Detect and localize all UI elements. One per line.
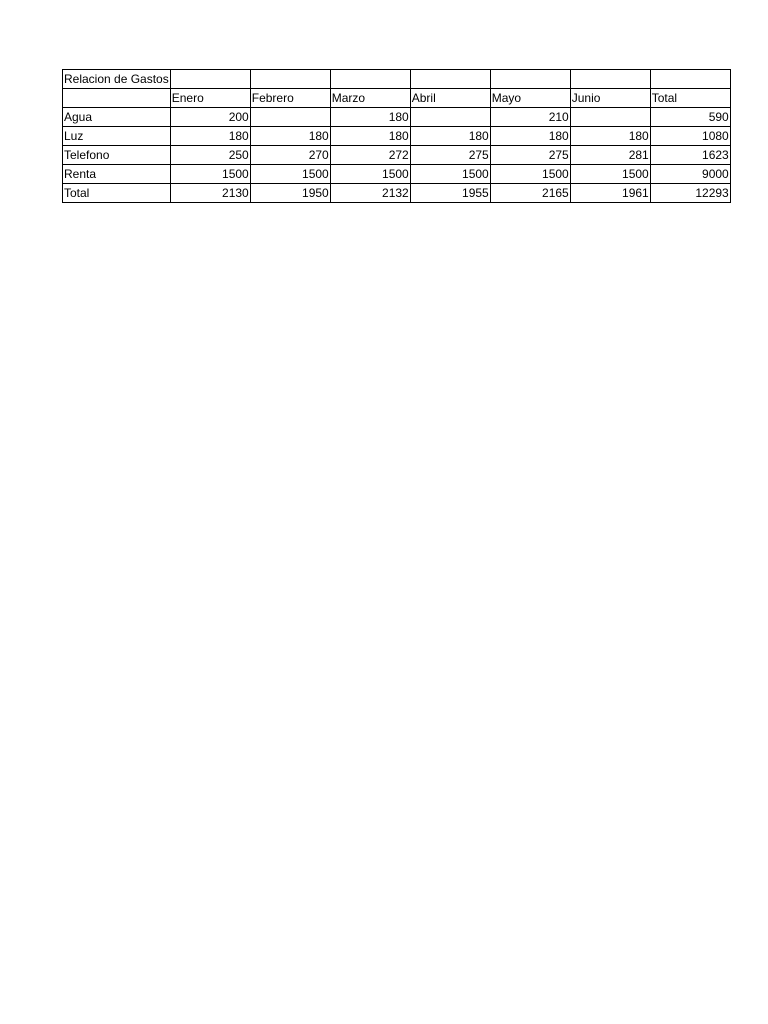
value-cell: 1500 bbox=[410, 165, 490, 184]
row-label: Luz bbox=[63, 127, 171, 146]
header-row bbox=[63, 89, 731, 108]
value-cell bbox=[570, 108, 650, 127]
value-cell: 1500 bbox=[570, 165, 650, 184]
table-row bbox=[63, 127, 731, 146]
empty-cell bbox=[410, 70, 490, 89]
value-cell: 180 bbox=[570, 127, 650, 146]
row-label: Total bbox=[63, 184, 171, 203]
value-cell: 275 bbox=[490, 146, 570, 165]
header-cell: Total bbox=[650, 89, 730, 108]
row-total-cell: 1623 bbox=[650, 146, 730, 165]
empty-cell bbox=[650, 70, 730, 89]
row-label: Agua bbox=[63, 108, 171, 127]
value-cell: 180 bbox=[410, 127, 490, 146]
row-total-cell: 9000 bbox=[650, 165, 730, 184]
total-cell: 1955 bbox=[410, 184, 490, 203]
total-cell: 1961 bbox=[570, 184, 650, 203]
value-cell: 180 bbox=[250, 127, 330, 146]
empty-cell bbox=[570, 70, 650, 89]
value-cell: 1500 bbox=[170, 165, 250, 184]
header-cell: Junio bbox=[570, 89, 650, 108]
header-cell: Mayo bbox=[490, 89, 570, 108]
table-row bbox=[63, 146, 731, 165]
value-cell: 1500 bbox=[490, 165, 570, 184]
header-cell: Febrero bbox=[250, 89, 330, 108]
header-cell: Abril bbox=[410, 89, 490, 108]
value-cell bbox=[410, 108, 490, 127]
value-cell bbox=[250, 108, 330, 127]
table-row bbox=[63, 108, 731, 127]
value-cell: 180 bbox=[330, 108, 410, 127]
header-cell: Marzo bbox=[330, 89, 410, 108]
total-cell: 2165 bbox=[490, 184, 570, 203]
title-row bbox=[63, 70, 731, 89]
value-cell: 281 bbox=[570, 146, 650, 165]
total-cell: 2130 bbox=[170, 184, 250, 203]
value-cell: 275 bbox=[410, 146, 490, 165]
row-total-cell: 590 bbox=[650, 108, 730, 127]
value-cell: 180 bbox=[330, 127, 410, 146]
row-total-cell: 1080 bbox=[650, 127, 730, 146]
header-cell: Enero bbox=[170, 89, 250, 108]
value-cell: 180 bbox=[170, 127, 250, 146]
totals-row bbox=[63, 184, 731, 203]
empty-cell bbox=[170, 70, 250, 89]
expense-table bbox=[62, 69, 731, 203]
table-title: Relacion de Gastos bbox=[63, 70, 171, 89]
value-cell: 270 bbox=[250, 146, 330, 165]
header-cell bbox=[63, 89, 171, 108]
empty-cell bbox=[330, 70, 410, 89]
grand-total-cell: 12293 bbox=[650, 184, 730, 203]
row-label: Renta bbox=[63, 165, 171, 184]
value-cell: 1500 bbox=[330, 165, 410, 184]
value-cell: 1500 bbox=[250, 165, 330, 184]
empty-cell bbox=[490, 70, 570, 89]
table-row bbox=[63, 165, 731, 184]
value-cell: 200 bbox=[170, 108, 250, 127]
total-cell: 1950 bbox=[250, 184, 330, 203]
value-cell: 210 bbox=[490, 108, 570, 127]
row-label: Telefono bbox=[63, 146, 171, 165]
total-cell: 2132 bbox=[330, 184, 410, 203]
value-cell: 180 bbox=[490, 127, 570, 146]
value-cell: 250 bbox=[170, 146, 250, 165]
value-cell: 272 bbox=[330, 146, 410, 165]
empty-cell bbox=[250, 70, 330, 89]
